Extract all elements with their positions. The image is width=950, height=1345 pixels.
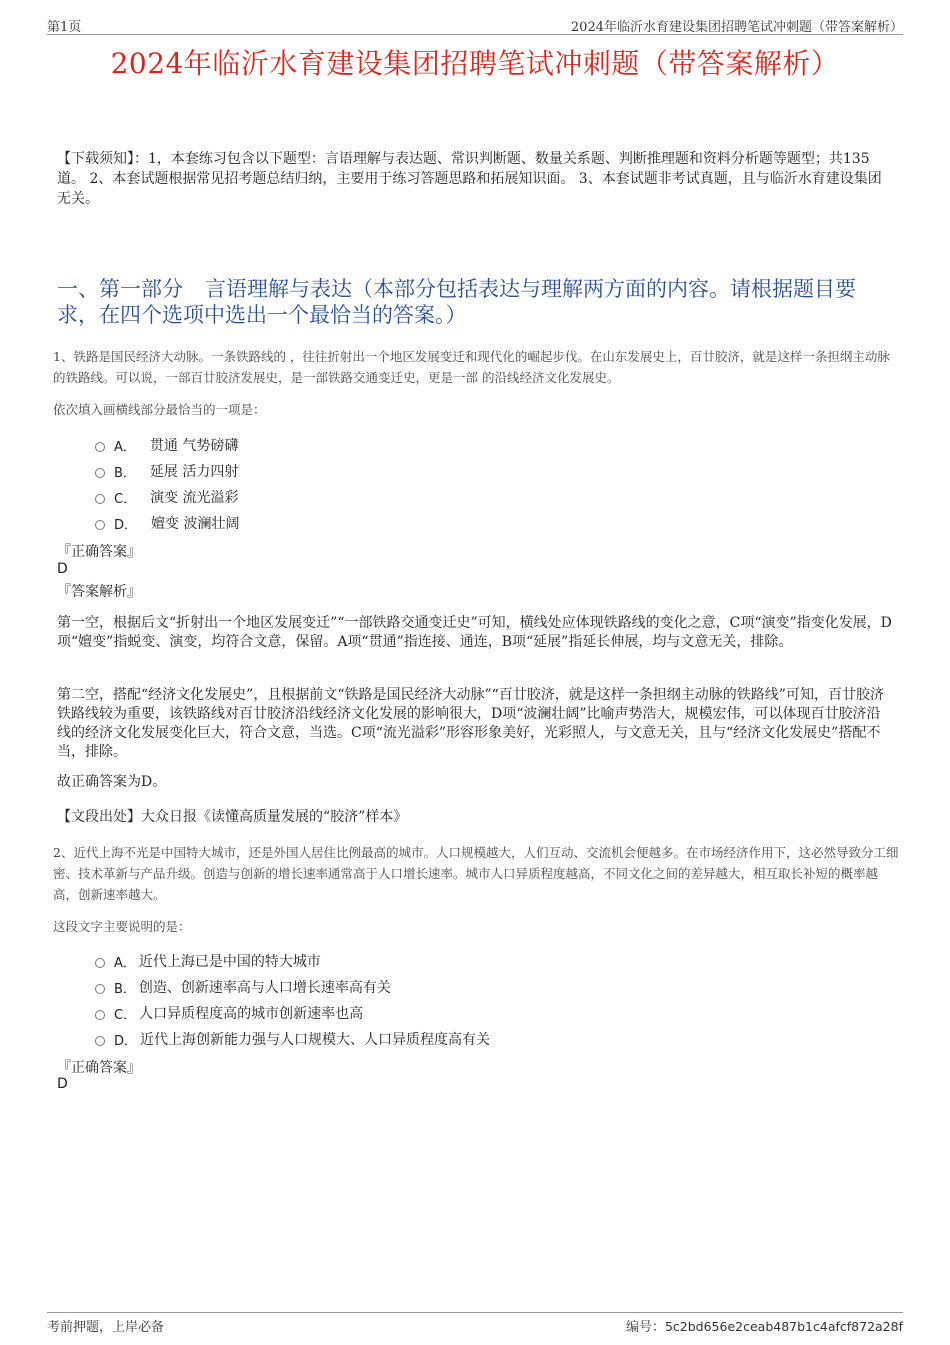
radio-icon[interactable] [95,520,105,530]
question-2-option-a[interactable]: A． 近代上海已是中国的特大城市 [95,948,490,974]
question-1-answer-label: 『正确答案』 [57,544,141,560]
section-heading [57,276,895,328]
question-1-option-c[interactable]: C． 演变 流光溢彩 [95,484,239,510]
radio-icon[interactable] [95,442,105,452]
page-header [47,14,903,35]
question-1-analysis-2: 第二空，搭配“经济文化发展史”，且根据前文“铁路是国民经济大动脉”“百廿胶济，就是这样一条担纲主动脉的铁路线”可知，百廿胶济铁路线较为重要，该铁路线对百廿胶济沿线经济文化发展的影响很大，D项“波澜壮阔”比喻声势浩大，规模宏伟，可以体现百廿胶济沿线的经济文化发展变化巨大，符合文意，当选。C项“流光溢彩”形容形象美好，光彩照人，与文意无关，且与“经济文化发展史”搭配不当，排除。 [57,687,884,760]
page-footer [47,1312,903,1333]
section-part: 一、第一部分 [57,277,183,301]
question-2-answer-label: 『正确答案』 [57,1060,141,1076]
question-1-option-d[interactable]: D． 嬗变 波澜壮阔 [95,510,239,536]
question-1-analysis-1: 第一空，根据后文“折射出一个地区发展变迁”“一部铁路交通变迁史”可知，横线处应体现铁路线的变化之意，C项“演变”指变化发展，D项“嬗变”指蜕变、演变，均符合文意，保留。A项“贯通”指连接、通连，B项“延展”指延长伸展，均与文意无关，排除。 [57,615,892,650]
question-2-option-d[interactable]: D． 近代上海创新能力强与人口规模大、人口异质程度高有关 [95,1026,490,1052]
document-title: 2024年临沂水育建设集团招聘笔试冲刺题（带答案解析） [110,47,840,80]
question-1-answer: D [57,561,68,577]
question-2-prompt: 这段文字主要说明的是： [53,919,191,934]
radio-icon[interactable] [95,984,105,994]
question-1-option-a[interactable]: A． 贯通 气势磅礴 [95,432,239,458]
question-1-option-b[interactable]: B． 延展 活力四射 [95,458,239,484]
question-2-options [95,948,490,1052]
footer-motto: 考前押题，上岸必备 [47,1320,165,1335]
document-code: 5c2bd656e2ceab487b1c4afcf872a28f [664,1319,903,1334]
radio-icon[interactable] [95,958,105,968]
page-number: 第1页 [47,20,82,35]
question-2-text: 2、近代上海不光是中国特大城市，还是外国人居住比例最高的城市。人口规模越大，人们互动、交流机会便越多。在市场经济作用下，这必然导致分工细密、技术革新与产品升级。创造与创新的增长速率通常高于人口增长速率。城市人口异质程度越高，不同文化之间的差异越大，相互取长补短的概率越高，创新速率越大。 [53,845,899,902]
question-1-source: 【文段出处】大众日报《读懂高质量发展的“胶济”样本》 [57,809,408,825]
section-title: 言语理解与表达（本部分包括表达与理解两方面的内容。请根据题目要求，在四个选项中选出一个最恰当的答案。） [57,277,856,327]
download-notice: 【下载须知】：1，本套练习包含以下题型：言语理解与表达题、常识判断题、数量关系题、判断推理题和资料分析题等题型；共135道。 2、本套试题根据常见招考题总结归纳，主要用于练习答题思路和拓展知识面。 3、本套试题非考试真题，且与临沂水育建设集团无关。 [57,151,882,207]
question-1-conclusion: 故正确答案为D。 [57,774,167,790]
radio-icon[interactable] [95,1010,105,1020]
question-1-text: 1、铁路是国民经济大动脉。一条铁路线的 ，往往折射出一个地区发展变迁和现代化的崛起步伐。在山东发展史上，百廿胶济，就是这样一条担纲主动脉的铁路线。可以说，一部百廿胶济发展史，是一部铁路交通变迁史，更是一部 的沿线经济文化发展史。 [53,349,890,385]
question-2-option-b[interactable]: B． 创造、创新速率高与人口增长速率高有关 [95,974,490,1000]
question-2-option-c[interactable]: C． 人口异质程度高的城市创新速率也高 [95,1000,490,1026]
question-1-prompt: 依次填入画横线部分最恰当的一项是： [53,402,266,417]
question-1-options [95,432,239,536]
radio-icon[interactable] [95,468,105,478]
footer-code: 编号：5c2bd656e2ceab487b1c4afcf872a28f [625,1319,903,1335]
radio-icon[interactable] [95,494,105,504]
header-doc-title: 2024年临沂水育建设集团招聘笔试冲刺题（带答案解析） [570,20,903,35]
radio-icon[interactable] [95,1036,105,1046]
question-1-analysis-label: 『答案解析』 [57,584,141,600]
question-2-answer: D [57,1076,68,1092]
